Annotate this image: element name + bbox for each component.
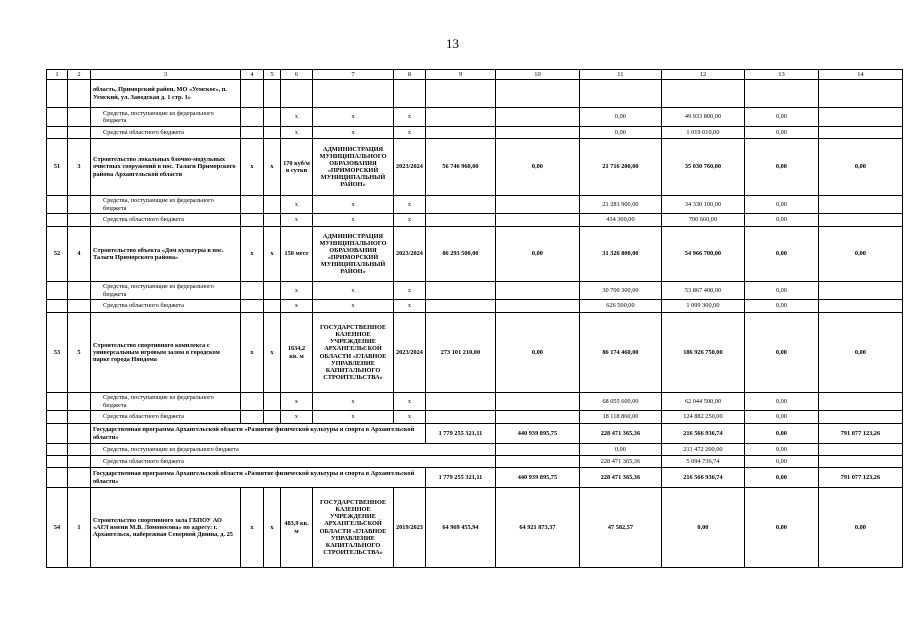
regional-funds-row: Средства областного бюджета х х х 434 300,00 700 660,00 0,00 (47, 214, 903, 227)
funds-label: Средства областного бюджета (91, 127, 241, 139)
program-title: Государственная программа Архангельской области «Развитие физической культуры и спорта в Архангельской области» (91, 468, 426, 488)
col-header: 5 (264, 70, 281, 80)
customer: ГОСУДАРСТВЕННОЕ КАЗЕННОЕ УЧРЕЖДЕНИЕ АРХАНГЕЛЬСКОЙ ОБЛАСТИ «ГЛАВНОЕ УПРАВЛЕНИЕ КАПИТАЛЬНОГО СТРОИТЕЛЬСТВА» (313, 488, 394, 568)
federal-funds-row: Средства, поступающие из федерального бюджета 0,00 211 472 200,00 0,00 (47, 444, 903, 456)
col-header: 14 (818, 70, 902, 80)
object-description: Строительство объекта «Дом культуры в пос. Талаги Приморского района» (91, 227, 241, 282)
col-header: 7 (313, 70, 394, 80)
federal-funds-row: Средства, поступающие из федерального бюджета х х х 21 281 900,00 34 330 100,00 0,00 (47, 196, 903, 214)
program-total-row: Государственная программа Архангельской области «Развитие физической культуры и спорта в Архангельской области» 1 779 255 321,11 440 939 895,75 228 471 365,36 216 566 936,74 0,00 791 077 123,26 (47, 424, 903, 444)
col-header: 10 (495, 70, 579, 80)
budget-table (46, 69, 903, 568)
col-header: 12 (661, 70, 744, 80)
years: 2019/2023 (394, 488, 426, 568)
col-header: 4 (241, 70, 264, 80)
federal-funds-row: Средства, поступающие из федерального бюджета х х х 0,00 49 933 800,00 0,00 (47, 108, 903, 127)
object-description: Строительство спортивного комплекса с универсальным игровым залом в городском парке города Няндома (91, 313, 241, 393)
table-row (47, 80, 903, 108)
funds-label: Средства, поступающие из федерального бюджета (91, 196, 241, 214)
years: 2023/2024 (394, 227, 426, 282)
customer: ГОСУДАРСТВЕННОЕ КАЗЕННОЕ УЧРЕЖДЕНИЕ АРХАНГЕЛЬСКОЙ ОБЛАСТИ «ГЛАВНОЕ УПРАВЛЕНИЕ КАПИТАЛЬНОГО СТРОИТЕЛЬСТВА» (313, 313, 394, 393)
capacity: 483,9 кв. м (281, 488, 313, 568)
funds-label: Средства областного бюджета (91, 214, 241, 227)
customer: АДМИНИСТРАЦИЯ МУНИЦИПАЛЬНОГО ОБРАЗОВАНИЯ «ПРИМОРСКИЙ МУНИЦИПАЛЬНЫЙ РАЙОН» (313, 227, 394, 282)
program-title: Государственная программа Архангельской области «Развитие физической культуры и спорта в Архангельской области» (91, 424, 426, 444)
col-header: 2 (68, 70, 91, 80)
col-header: 8 (394, 70, 426, 80)
column-header-row (47, 70, 903, 80)
col-header: 6 (281, 70, 313, 80)
years: 2023/2024 (394, 139, 426, 196)
funds-label: Средства, поступающие из федерального бюджета (91, 108, 241, 127)
capacity: 150 мест (281, 227, 313, 282)
col-header: 11 (579, 70, 661, 80)
object-description: Строительство спортивного зала ГБПОУ АО «АГЛ имени М.В. Ломоносова» по адресу: г. Архангельск, набережная Северной Двины, д. 25 (91, 488, 241, 568)
years: 2023/2024 (394, 313, 426, 393)
col-header: 9 (425, 70, 495, 80)
object-row: 51 3 Строительство локальных блочно-модульных очистных сооружений в пос. Талаги Приморского района Архангельской области х х 170 куб/м в сутки АДМИНИСТРАЦИЯ МУНИЦИПАЛЬНОГО ОБРАЗОВАНИЯ «ПРИМОРСКИЙ МУНИЦИПАЛЬНЫЙ РАЙОН» 2023/2024 56 746 960,00 0,00 21 716 200,00 35 030 760,00 0,00 0,00 (47, 139, 903, 196)
col-header: 13 (744, 70, 818, 80)
regional-funds-row: Средства областного бюджета х х х 0,00 1 019 010,00 0,00 (47, 127, 903, 139)
funds-label: Средства, поступающие из федерального бюджета (91, 444, 496, 456)
regional-funds-row: Средства областного бюджета 228 471 365,36 5 094 736,74 0,00 (47, 456, 903, 468)
capacity: 170 куб/м в сутки (281, 139, 313, 196)
customer: АДМИНИСТРАЦИЯ МУНИЦИПАЛЬНОГО ОБРАЗОВАНИЯ «ПРИМОРСКИЙ МУНИЦИПАЛЬНЫЙ РАЙОН» (313, 139, 394, 196)
capacity: 1634,2 кв. м (281, 313, 313, 393)
funds-label: Средства, поступающие из федерального бюджета (91, 393, 241, 411)
regional-funds-row: Средства областного бюджета х х х 626 500,00 1 099 300,00 0,00 (47, 300, 903, 313)
col-header: 3 (91, 70, 241, 80)
funds-label: Средства областного бюджета (91, 300, 241, 313)
federal-funds-row: Средства, поступающие из федерального бюджета х х х 68 055 600,00 62 044 500,00 0,00 (47, 393, 903, 411)
object-row: 54 1 Строительство спортивного зала ГБПОУ АО «АГЛ имени М.В. Ломоносова» по адресу: г. Архангельск, набережная Северной Двины, д. 25 х х 483,9 кв. м ГОСУДАРСТВЕННОЕ КАЗЕННОЕ УЧРЕЖДЕНИЕ АРХАНГЕЛЬСКОЙ ОБЛАСТИ «ГЛАВНОЕ УПРАВЛЕНИЕ КАПИТАЛЬНОГО СТРОИТЕЛЬСТВА» 2019/2023 64 969 455,94 64 921 873,37 47 582,57 0,00 0,00 0,00 (47, 488, 903, 568)
program-total-row: Государственная программа Архангельской области «Развитие физической культуры и спорта в Архангельской области» 1 779 255 321,11 440 939 895,75 228 471 365,36 216 566 936,74 0,00 791 077 123,26 (47, 468, 903, 488)
funds-label: Средства, поступающие из федерального бюджета (91, 282, 241, 300)
object-row: 53 5 Строительство спортивного комплекса с универсальным игровым залом в городском парке города Няндома х х 1634,2 кв. м ГОСУДАРСТВЕННОЕ КАЗЕННОЕ УЧРЕЖДЕНИЕ АРХАНГЕЛЬСКОЙ ОБЛАСТИ «ГЛАВНОЕ УПРАВЛЕНИЕ КАПИТАЛЬНОГО СТРОИТЕЛЬСТВА» 2023/2024 273 101 210,00 0,00 86 174 460,00 186 926 750,00 0,00 0,00 (47, 313, 903, 393)
funds-label: Средства областного бюджета (91, 456, 496, 468)
object-description: область, Приморский район, МО «Уемское», п. Уемский, ул. Заводская д. 1 стр. 1» (91, 80, 241, 108)
federal-funds-row: Средства, поступающие из федерального бюджета х х х 30 700 300,00 53 867 400,00 0,00 (47, 282, 903, 300)
col-header: 1 (47, 70, 68, 80)
funds-label: Средства областного бюджета (91, 411, 241, 424)
object-row: 52 4 Строительство объекта «Дом культуры в пос. Талаги Приморского района» х х 150 мест АДМИНИСТРАЦИЯ МУНИЦИПАЛЬНОГО ОБРАЗОВАНИЯ «ПРИМОРСКИЙ МУНИЦИПАЛЬНЫЙ РАЙОН» 2023/2024 86 293 500,00 0,00 31 326 800,00 54 966 700,00 0,00 0,00 (47, 227, 903, 282)
page-number: 13 (446, 36, 459, 51)
regional-funds-row: Средства областного бюджета х х х 18 118 860,00 124 882 250,00 0,00 (47, 411, 903, 424)
object-description: Строительство локальных блочно-модульных очистных сооружений в пос. Талаги Приморского района Архангельской области (91, 139, 241, 196)
